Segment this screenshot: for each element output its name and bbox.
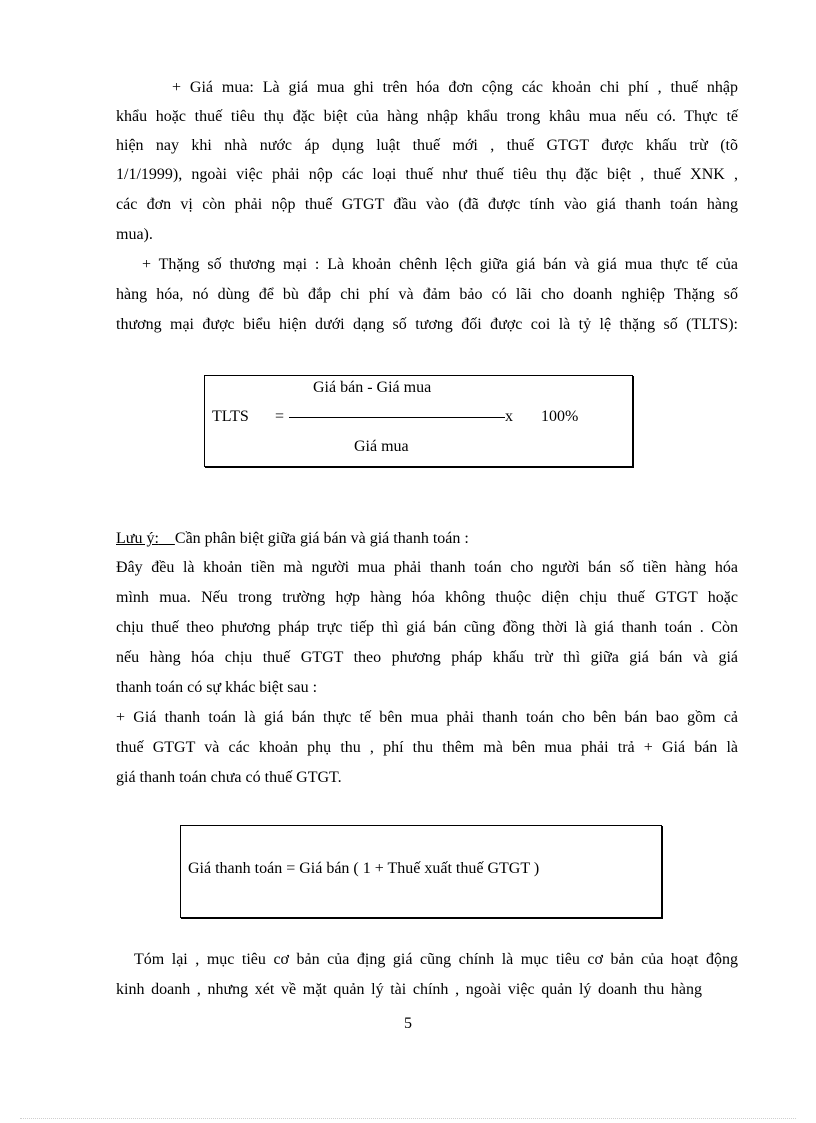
formula-percent: 100% <box>541 408 579 425</box>
page-number: 5 <box>404 1015 412 1032</box>
paragraph-3-line-6: + Giá thanh toán là giá bán thực tế bên mua phải thanh toán cho bên bán bao gồm cả <box>116 709 738 726</box>
formula-equals: = <box>275 408 285 425</box>
paragraph-3-line-4: nếu hàng hóa chịu thuế GTGT theo phương pháp khấu trừ thì giữa giá bán và giá <box>116 649 738 666</box>
formula-times: x <box>505 408 513 425</box>
paragraph-2-line-3: thương mại được biểu hiện dưới dạng số tương đối được coi là tỷ lệ thặng số (TLTS): <box>116 316 738 333</box>
paragraph-1-line-1: + Giá mua: Là giá mua ghi trên hóa đơn cộng các khoản chi phí , thuế nhập <box>172 79 738 96</box>
paragraph-3-line-5: thanh toán có sự khác biệt sau : <box>116 679 318 696</box>
formula-denominator: Giá mua <box>354 438 409 455</box>
paragraph-3-line-1: Đây đều là khoản tiền mà người mua phải thanh toán cho người bán số tiền hàng hóa <box>116 559 738 576</box>
paragraph-1-line-6: mua). <box>116 226 153 243</box>
paragraph-3-line-7: thuế GTGT và các khoản phụ thu , phí thu thêm mà bên mua phải trả + Giá bán là <box>116 739 738 756</box>
formula-numerator: Giá bán - Giá mua <box>313 379 432 396</box>
paragraph-4-line-2: kinh doanh , nhưng xét về mặt quản lý tài chính , ngoài việc quản lý doanh thu hàng <box>116 981 702 998</box>
paragraph-4-line-1: Tóm lại , mục tiêu cơ bản của địng giá cũng chính là mục tiêu cơ bản của hoạt động <box>134 951 738 968</box>
page-bottom-divider <box>20 1118 796 1119</box>
paragraph-1-line-5: các đơn vị còn phải nộp thuế GTGT đầu vào (đã được tính vào giá thanh toán hàng <box>116 196 738 213</box>
note-underline-gap <box>159 530 175 547</box>
paragraph-3-line-3: chịu thuế theo phương pháp trực tiếp thì giá bán cũng đồng thời là giá thanh toán . Còn <box>116 619 738 636</box>
tlts-formula-box <box>204 375 633 467</box>
paragraph-1-line-3: hiện nay khi nhà nước áp dụng luật thuế mới , thuế GTGT được khấu trừ (tõ <box>116 137 738 154</box>
paragraph-3-line-2: mình mua. Nếu trong trường hợp hàng hóa không thuộc diện chịu thuế GTGT hoặc <box>116 589 738 606</box>
note-line <box>116 530 469 548</box>
payment-formula-box <box>180 825 662 918</box>
paragraph-3-line-8: giá thanh toán chưa có thuế GTGT. <box>116 769 342 786</box>
formula-lhs: TLTS <box>212 408 249 425</box>
fraction-bar <box>289 417 505 418</box>
paragraph-1-line-4: 1/1/1999), ngoài việc phải nộp các loại thuế như thuế tiêu thụ đặc biệt , thuế XNK , <box>116 166 738 183</box>
note-text: Cần phân biệt giữa giá bán và giá thanh toán : <box>174 530 469 547</box>
paragraph-2-line-2: hàng hóa, nó dùng để bù đắp chi phí và đảm bảo có lãi cho doanh nghiệp Thặng số <box>116 286 738 303</box>
note-label: Lưu ý: <box>116 530 159 547</box>
payment-formula: Giá thanh toán = Giá bán ( 1 + Thuế xuất thuế GTGT ) <box>188 860 540 877</box>
paragraph-2-line-1: + Thặng số thương mại : Là khoản chênh lệch giữa giá bán và giá mua thực tế của <box>142 256 738 273</box>
paragraph-1-line-2: khẩu hoặc thuế tiêu thụ đặc biệt của hàng nhập khẩu trong khâu mua nếu có. Thực tế <box>116 108 738 125</box>
